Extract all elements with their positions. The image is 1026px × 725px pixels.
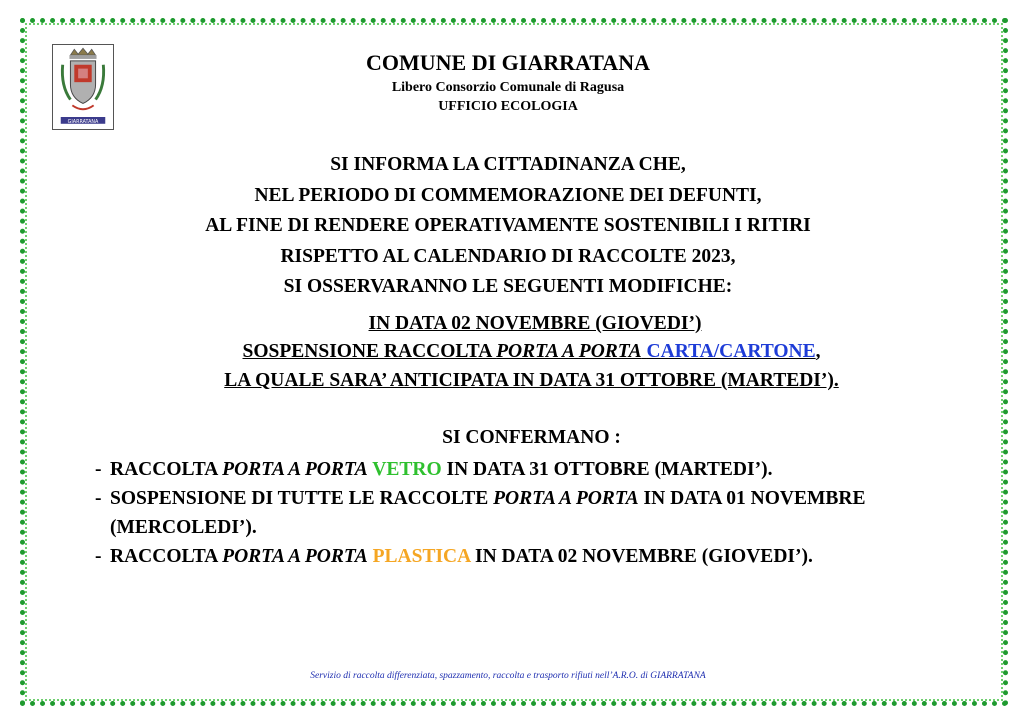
notice-line: SI OSSERVARANNO LE SEGUENTI MODIFICHE: (283, 276, 733, 297)
page-title: COMUNE DI GIARRATANA (366, 50, 650, 75)
change-suspension-italic: PORTA A PORTA (496, 341, 642, 362)
list-item: - RACCOLTA PORTA A PORTA VETRO IN DATA 31 OTTOBRE (MARTEDI’). (95, 455, 975, 484)
carta-cartone-label: CARTA/CARTONE (646, 341, 816, 362)
confirm-list (95, 455, 975, 571)
notice-line: RISPETTO AL CALENDARIO DI RACCOLTE 2023, (280, 245, 736, 267)
list-dash: - (95, 488, 102, 509)
change-suspension-prefix: SOSPENSIONE RACCOLTA (242, 341, 497, 362)
notice-block (0, 150, 1016, 303)
list-item: - RACCOLTA PORTA A PORTA PLASTICA IN DATA 02 NOVEMBRE (GIOVEDI’). (95, 542, 975, 571)
change-anticipation: LA QUALE SARA’ ANTICIPATA IN DATA 31 OTTOBRE (MARTEDI’). (224, 370, 839, 391)
notice-line: NEL PERIODO DI COMMEMORAZIONE DEI DEFUNTI, (254, 184, 762, 206)
change-suspension: SOSPENSIONE RACCOLTA PORTA A PORTA CARTA/CARTONE, (242, 341, 821, 362)
notice-line: AL FINE DI RENDERE OPERATIVAMENTE SOSTENIBILI I RITIRI (205, 215, 811, 236)
list-dash: - (95, 546, 102, 567)
subtitle-office: UFFICIO ECOLOGIA (438, 99, 578, 114)
vetro-label: VETRO (372, 459, 442, 480)
subtitle-consortium: Libero Consorzio Comunale di Ragusa (391, 80, 625, 95)
change-date: IN DATA 02 NOVEMBRE (GIOVEDI’) (368, 313, 702, 334)
list-dash: - (95, 459, 102, 480)
confirm-heading: SI CONFERMANO : (442, 427, 621, 448)
list-item: - SOSPENSIONE DI TUTTE LE RACCOLTE PORTA A PORTA IN DATA 01 NOVEMBRE (MERCOLEDI’). (95, 484, 975, 542)
crest-label: GIARRATANA (67, 119, 99, 125)
notice-line: SI INFORMA LA CITTADINANZA CHE, (330, 154, 686, 175)
footer-service-note: Servizio di raccolta differenziata, spazzamento, raccolta e trasporto rifiuti nell’A.R.O. di GIARRATANA (310, 671, 706, 681)
plastica-label: PLASTICA (372, 546, 471, 567)
